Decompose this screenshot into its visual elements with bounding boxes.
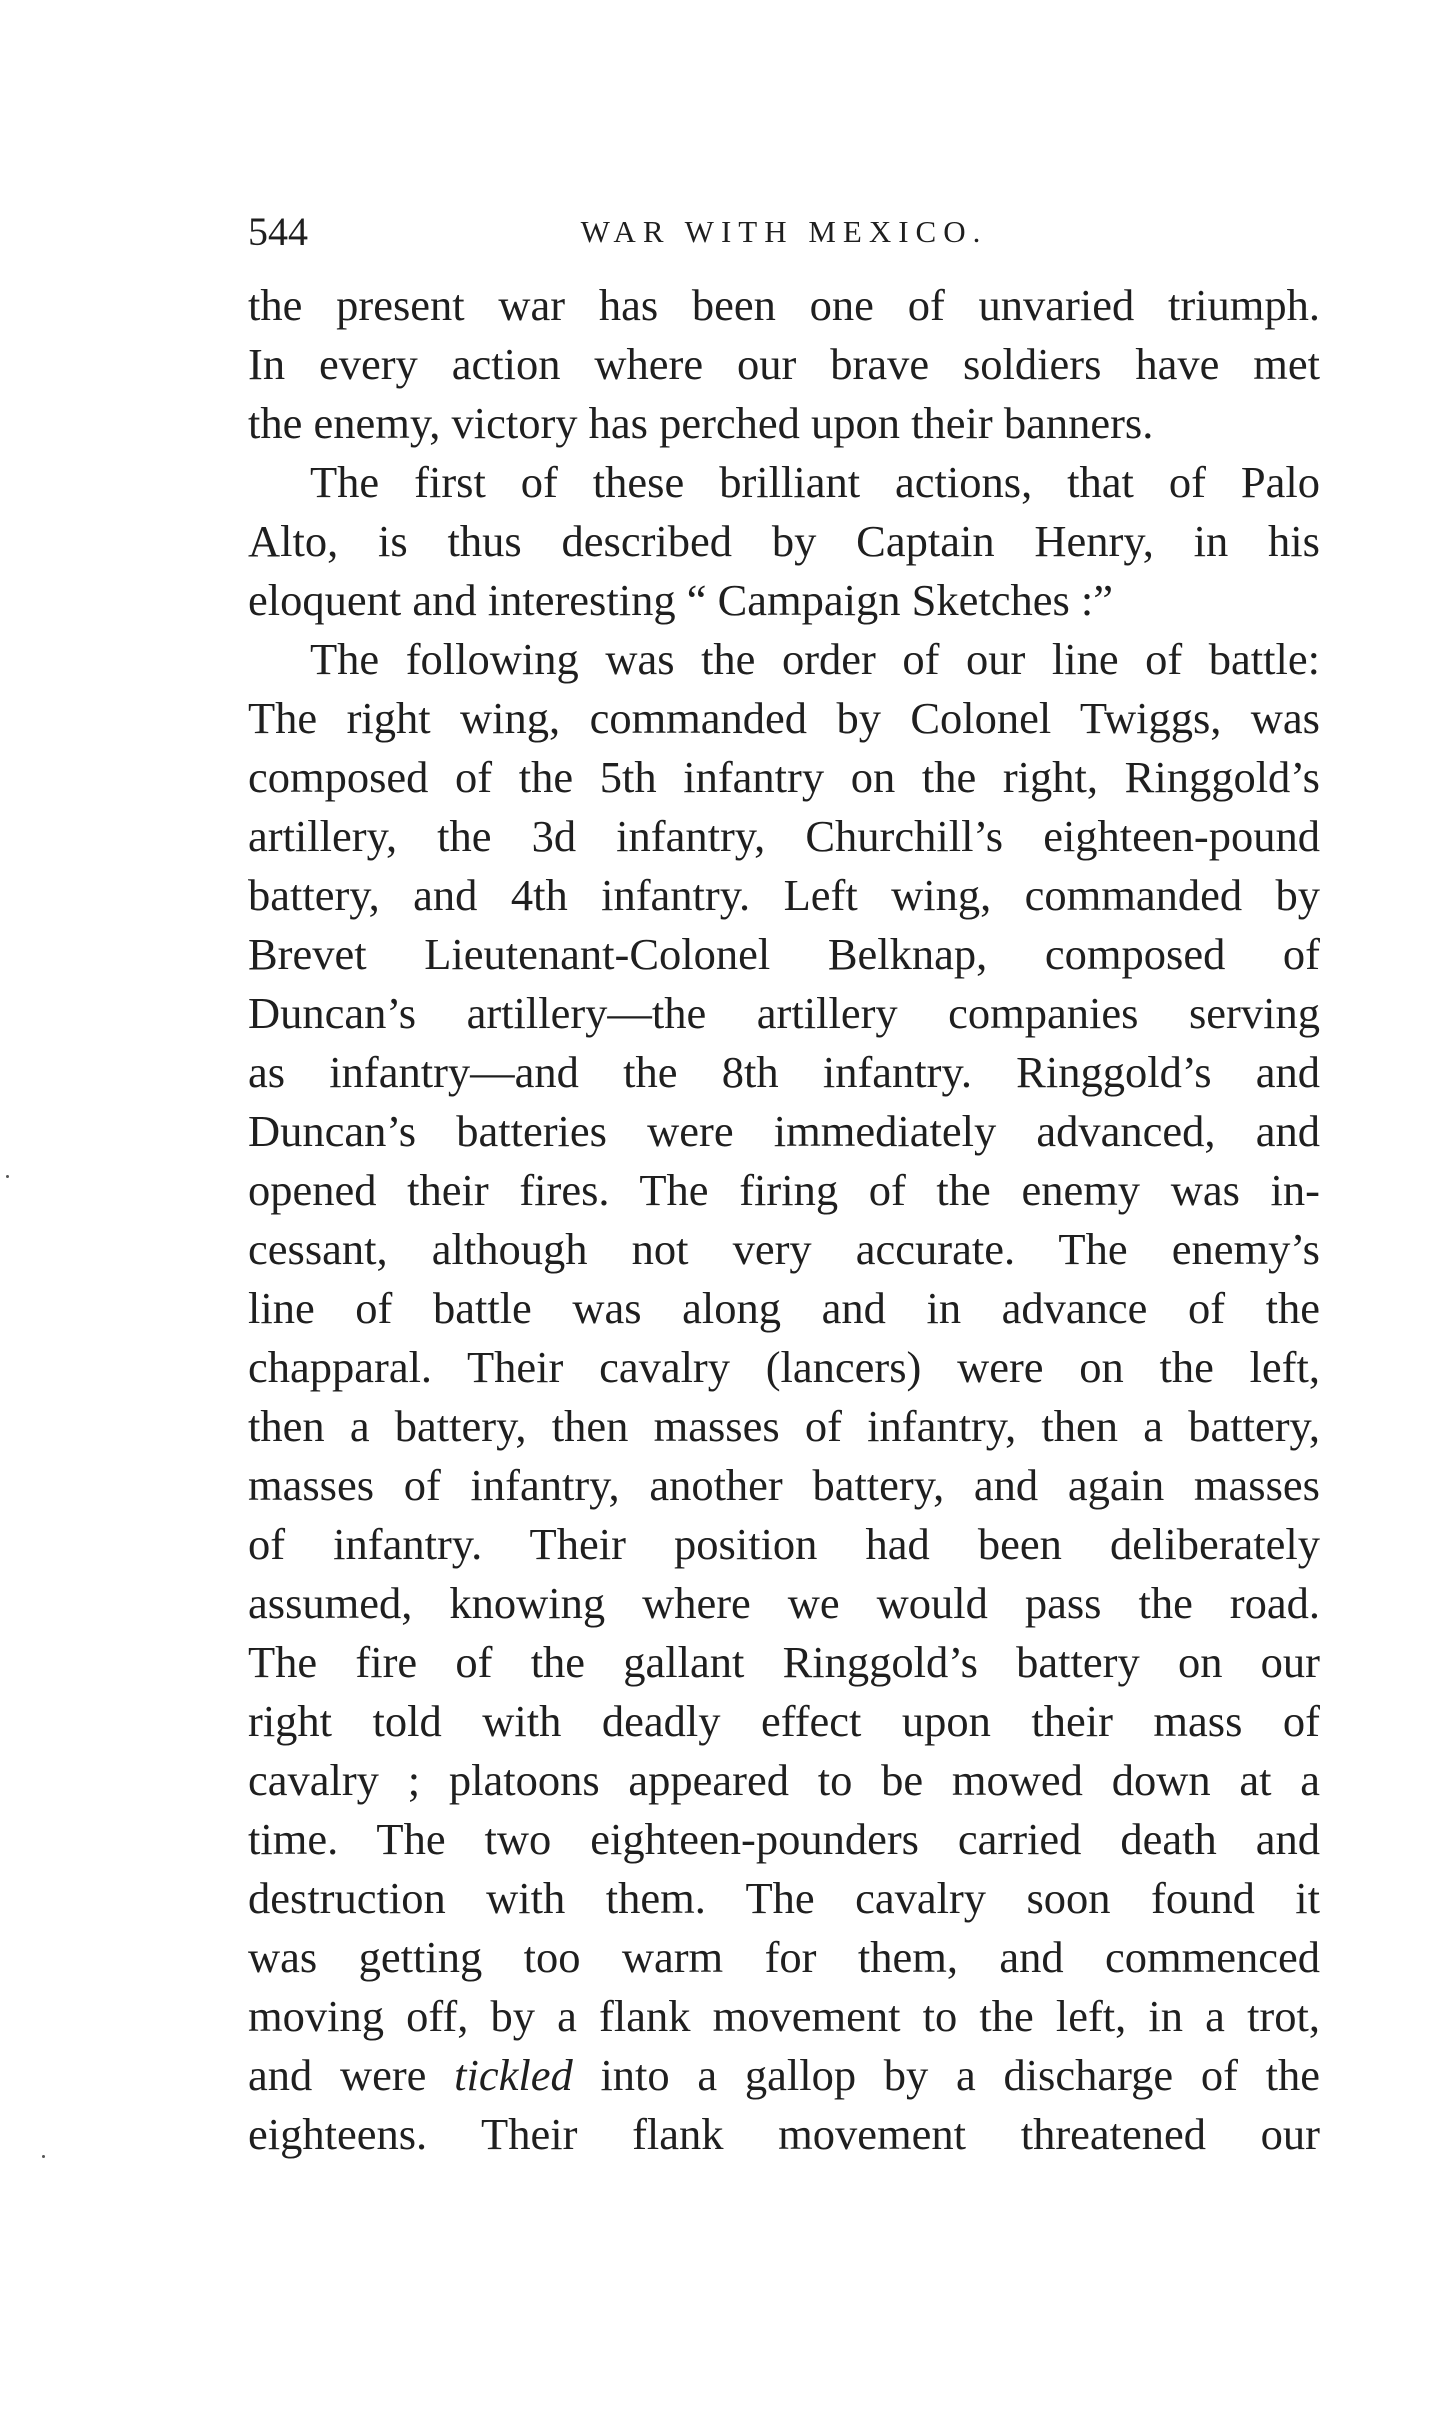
- text-line: [248, 866, 1320, 925]
- text-segment: line of battle was along and in advance of the: [248, 1283, 1320, 1333]
- text-segment: opened their fires. The firing of the enemy was in-: [248, 1165, 1320, 1215]
- italic-word: tickled: [454, 2050, 573, 2100]
- text-line: [248, 1161, 1320, 1220]
- page-number: 544: [248, 209, 308, 254]
- text-line: [248, 335, 1320, 394]
- text-line: [248, 1810, 1320, 1869]
- text-line: [248, 1338, 1320, 1397]
- text-line: [248, 571, 1320, 630]
- text-line: [248, 1220, 1320, 1279]
- text-line: [248, 453, 1320, 512]
- text-line: [248, 1633, 1320, 1692]
- text-segment: Brevet Lieutenant-Colonel Belknap, composed of: [248, 929, 1320, 979]
- text-segment: moving off, by a flank movement to the left, in a trot,: [248, 1991, 1320, 2041]
- text-line: [248, 2105, 1320, 2164]
- text-line: [248, 1987, 1320, 2046]
- text-line: [248, 748, 1320, 807]
- text-line: [248, 1869, 1320, 1928]
- text-segment: The following was the order of our line of battle:: [310, 634, 1320, 684]
- text-segment: into a gallop by a discharge of the: [572, 2050, 1320, 2100]
- text-line: [248, 1574, 1320, 1633]
- text-segment: In every action where our brave soldiers have met: [248, 339, 1320, 389]
- text-segment: chapparal. Their cavalry (lancers) were on the left,: [248, 1342, 1320, 1392]
- text-line: [248, 984, 1320, 1043]
- text-segment: The right wing, commanded by Colonel Twiggs, was: [248, 693, 1320, 743]
- text-segment: the enemy, victory has perched upon their banners.: [248, 398, 1154, 448]
- text-segment: composed of the 5th infantry on the right, Ringgold’s: [248, 752, 1320, 802]
- text-segment: cavalry ; platoons appeared to be mowed down at a: [248, 1755, 1320, 1805]
- text-segment: masses of infantry, another battery, and again masses: [248, 1460, 1320, 1510]
- text-segment: of infantry. Their position had been deliberately: [248, 1519, 1320, 1569]
- text-line: [248, 1043, 1320, 1102]
- text-line: [248, 925, 1320, 984]
- text-line: [248, 1692, 1320, 1751]
- text-segment: Duncan’s batteries were immediately advanced, and: [248, 1106, 1320, 1156]
- text-line: [248, 1515, 1320, 1574]
- text-segment: and were: [248, 2050, 455, 2100]
- page-header: [248, 206, 1320, 258]
- text-segment: battery, and 4th infantry. Left wing, commanded by: [248, 870, 1320, 920]
- text-line: [248, 1102, 1320, 1161]
- text-segment: was getting too warm for them, and commenced: [248, 1932, 1320, 1982]
- text-segment: right told with deadly effect upon their mass of: [248, 1696, 1320, 1746]
- text-segment: eloquent and interesting “ Campaign Sketches :”: [248, 575, 1114, 625]
- text-segment: the present war has been one of unvaried triumph.: [248, 280, 1320, 330]
- text-line: [248, 1928, 1320, 1987]
- running-head: WAR WITH MEXICO.: [580, 214, 988, 249]
- text-line: [248, 1751, 1320, 1810]
- body-text: [248, 276, 1320, 2164]
- text-segment: assumed, knowing where we would pass the road.: [248, 1578, 1320, 1628]
- text-segment: cessant, although not very accurate. The enemy’s: [248, 1224, 1320, 1274]
- text-segment: as infantry—and the 8th infantry. Ringgold’s and: [248, 1047, 1320, 1097]
- text-line: [248, 276, 1320, 335]
- text-segment: time. The two eighteen-pounders carried death and: [248, 1814, 1320, 1864]
- text-segment: Alto, is thus described by Captain Henry, in his: [248, 516, 1320, 566]
- text-segment: Duncan’s artillery—the artillery companies serving: [248, 988, 1320, 1038]
- text-line: [248, 689, 1320, 748]
- page-speck: [42, 2155, 45, 2158]
- text-line: [248, 2046, 1320, 2105]
- text-segment: destruction with them. The cavalry soon found it: [248, 1873, 1320, 1923]
- text-line: [248, 512, 1320, 571]
- text-line: [248, 1456, 1320, 1515]
- text-segment: artillery, the 3d infantry, Churchill’s eighteen-pound: [248, 811, 1320, 861]
- text-segment: then a battery, then masses of infantry, then a battery,: [248, 1401, 1320, 1451]
- text-segment: The fire of the gallant Ringgold’s battery on our: [248, 1637, 1320, 1687]
- text-segment: The first of these brilliant actions, that of Palo: [310, 457, 1320, 507]
- text-line: [248, 394, 1320, 453]
- text-line: [248, 630, 1320, 689]
- text-line: [248, 1397, 1320, 1456]
- text-segment: eighteens. Their flank movement threatened our: [248, 2109, 1320, 2159]
- page-speck: [6, 1175, 9, 1178]
- text-line: [248, 807, 1320, 866]
- text-line: [248, 1279, 1320, 1338]
